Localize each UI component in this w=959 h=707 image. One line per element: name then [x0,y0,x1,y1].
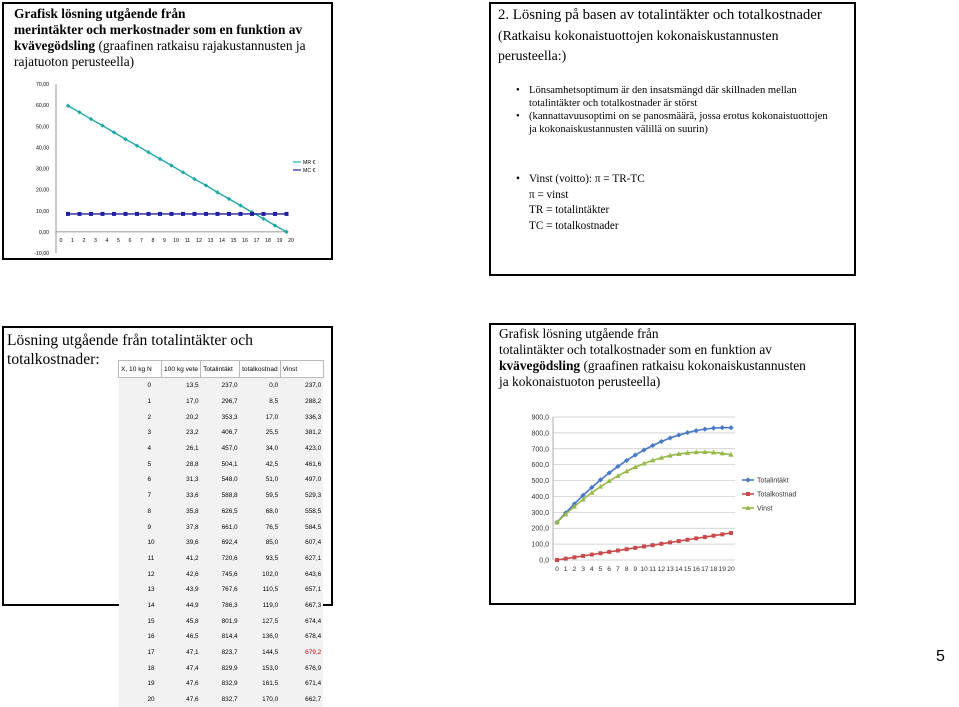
cell-profit: 558,5 [280,504,323,520]
table-row [119,582,324,598]
x-tick-label: 16 [692,566,700,573]
total-cost-point [572,555,576,559]
x-tick-label: 14 [219,238,225,244]
cell-yield: 26,1 [162,441,201,457]
slide3-title-line2: totalkostnader: [7,351,100,368]
table-row [119,504,324,520]
cell-total-revenue: 720,6 [201,551,240,567]
mc-point [112,212,116,216]
cell-profit: 678,4 [280,629,323,645]
cell-total-revenue: 692,4 [201,535,240,551]
total-revenue-point [728,425,733,430]
cell-x: 19 [119,676,162,692]
x-tick-label: 19 [719,566,727,573]
mc-point [170,212,174,216]
x-tick-label: 15 [684,566,692,573]
cell-total-cost: 110,5 [240,582,281,598]
legend-label: Totalintäkt [757,478,789,485]
y-tick-label: 800,0 [531,430,549,437]
x-tick-label: 1 [71,238,74,244]
cell-total-cost: 136,0 [240,629,281,645]
slide1-title-line3b: (graafinen ratkaisu rajakustannusten ja [95,38,305,53]
legend-label: Totalkostnad [757,492,796,499]
cell-x: 17 [119,645,162,661]
mc-point [285,212,289,216]
cell-profit: 288,2 [280,394,323,410]
mc-point [101,212,105,216]
x-tick-label: 9 [163,238,166,244]
cell-x: 20 [119,692,162,707]
x-tick-label: 17 [701,566,709,573]
total-cost-point [616,549,620,553]
cell-x: 10 [119,535,162,551]
cell-total-cost: 127,5 [240,613,281,629]
cell-x: 16 [119,629,162,645]
cell-total-revenue: 296,7 [201,394,240,410]
x-tick-label: 4 [590,566,594,573]
cell-total-cost: 59,5 [240,488,281,504]
mc-point [262,212,266,216]
mc-point [250,212,254,216]
x-tick-label: 12 [196,238,202,244]
legend-label: Vinst [757,506,772,513]
mc-point [193,212,197,216]
x-tick-label: 9 [633,566,637,573]
table-row [119,692,324,707]
x-tick-label: 6 [129,238,132,244]
cell-profit: 671,4 [280,676,323,692]
slide-marginal-chart [2,2,333,260]
cell-yield: 23,2 [162,425,201,441]
cell-total-revenue: 745,6 [201,566,240,582]
slide2-title-main: 2. Lösning på basen av totalintäkter och totalkostnader [498,7,822,23]
slide1-title-line2: merintäkter och merkostnader som en funktion av [14,22,302,37]
cell-profit: 497,0 [280,472,323,488]
slide-total-solution-text [489,2,856,276]
slide2-line-5: TR = totalintäkter [513,203,833,219]
x-tick-label: 1 [564,566,568,573]
cell-x: 6 [119,472,162,488]
slide2-bullet-2: • (kannattavuusoptimi on se panosmäärä, jossa erotus kokonaistuottojen ja kokonaiskustannusten välillä on suurin) [513,110,833,136]
table-row [119,566,324,582]
cell-yield: 42,6 [162,566,201,582]
cell-profit: 336,3 [280,409,323,425]
cell-profit: 627,1 [280,551,323,567]
y-tick-label: 600,0 [531,462,549,469]
total-cost-point [555,558,559,562]
total-cost-point [720,532,724,536]
cell-yield: 17,0 [162,394,201,410]
cell-yield: 47,6 [162,692,201,707]
mc-point [204,212,208,216]
total-cost-point [694,536,698,540]
cell-total-cost: 42,5 [240,456,281,472]
cell-yield: 33,6 [162,488,201,504]
x-tick-label: 2 [83,238,86,244]
cell-profit: 461,6 [280,456,323,472]
x-tick-label: 3 [94,238,97,244]
slide4-title-line3b: (graafinen ratkaisu kokonaiskustannusten [580,358,806,373]
total-cost-point [712,534,716,538]
total-cost-point [625,547,629,551]
cell-total-revenue: 832,7 [201,692,240,707]
cell-profit: 662,7 [280,692,323,707]
y-tick-label: 300,0 [531,510,549,517]
cell-yield: 46,5 [162,629,201,645]
cell-x: 18 [119,660,162,676]
cell-total-revenue: 504,1 [201,456,240,472]
cell-total-revenue: 588,8 [201,488,240,504]
x-tick-label: 13 [666,566,674,573]
cell-x: 14 [119,598,162,614]
slide4-title-line3a: kvävegödsling [499,358,580,373]
x-tick-label: 10 [173,238,179,244]
cell-total-cost: 161,5 [240,676,281,692]
legend-label: MR € [303,160,316,166]
x-tick-label: 11 [649,566,656,573]
cell-total-revenue: 767,6 [201,582,240,598]
total-revenue-point [685,430,690,435]
cell-yield: 37,8 [162,519,201,535]
cell-total-cost: 119,0 [240,598,281,614]
cell-x: 15 [119,613,162,629]
cell-total-cost: 76,5 [240,519,281,535]
x-tick-label: 3 [581,566,585,573]
total-revenue-point [659,439,664,444]
header-x: X, 10 kg N [119,361,162,378]
mc-point [135,212,139,216]
y-tick-label: 20,00 [36,188,49,194]
cell-profit: 381,2 [280,425,323,441]
cell-profit: 237,0 [280,378,323,394]
x-tick-label: 11 [185,238,190,244]
y-tick-label: 0,00 [39,230,49,236]
x-tick-label: 8 [625,566,629,573]
cell-total-revenue: 353,3 [201,409,240,425]
total-cost-point [607,550,611,554]
y-tick-label: 200,0 [531,526,549,533]
profit-table-body [119,378,324,707]
y-tick-label: 100,0 [531,542,549,549]
cell-yield: 47,4 [162,660,201,676]
mc-point [66,212,70,216]
slide1-title [14,6,334,70]
cell-total-cost: 170,0 [240,692,281,707]
cell-total-revenue: 406,7 [201,425,240,441]
total-cost-point [686,538,690,542]
cell-total-cost: 8,5 [240,394,281,410]
cell-x: 3 [119,425,162,441]
cell-x: 0 [119,378,162,394]
cell-profit: 584,5 [280,519,323,535]
cell-total-revenue: 814,4 [201,629,240,645]
y-tick-label: 60,00 [36,103,49,109]
cell-yield: 28,8 [162,456,201,472]
x-tick-label: 7 [140,238,143,244]
x-tick-label: 12 [658,566,666,573]
x-tick-label: 8 [152,238,155,244]
cell-profit: 676,9 [280,660,323,676]
slide2-bullet-3: • Vinst (voitto): π = TR-TC [513,172,833,188]
cell-x: 1 [119,394,162,410]
cell-yield: 47,1 [162,645,201,661]
table-row [119,551,324,567]
total-revenue-point [694,428,699,433]
mc-point [78,212,82,216]
slide2-subtitle: (Ratkaisu kokonaistuottojen kokonaiskustannusten perusteella:) [498,26,838,66]
legend-marker [746,492,750,496]
cell-total-revenue: 237,0 [201,378,240,394]
y-tick-label: 500,0 [531,478,549,485]
total-cost-point [599,551,603,555]
table-row [119,472,324,488]
y-tick-label: 50,00 [36,124,49,130]
cell-profit: 667,3 [280,598,323,614]
marginal-chart [4,74,335,269]
total-revenue-point [711,426,716,431]
series-line-total-revenue [557,428,731,523]
cell-yield: 41,2 [162,551,201,567]
y-tick-label: 400,0 [531,494,549,501]
cell-yield: 45,8 [162,613,201,629]
slide2-bullet-1: • Lönsamhetsoptimum är den insatsmängd där skillnaden mellan totalintäkter och totalkostnader är störst [513,84,833,110]
mc-point [158,212,162,216]
profit-table [118,360,324,707]
total-cost-point [642,544,646,548]
mc-point [124,212,128,216]
cell-x: 2 [119,409,162,425]
cell-total-revenue: 801,9 [201,613,240,629]
cell-yield: 35,8 [162,504,201,520]
total-cost-point [590,553,594,557]
x-tick-label: 20 [288,238,294,244]
cell-total-cost: 17,0 [240,409,281,425]
cell-yield: 44,9 [162,598,201,614]
x-tick-label: 19 [277,238,283,244]
mc-point [147,212,151,216]
table-row [119,488,324,504]
slide2-bullets [513,84,833,136]
mc-point [227,212,231,216]
total-revenue-point [668,435,673,440]
x-tick-label: 10 [640,566,648,573]
mc-point [216,212,220,216]
cell-yield: 20,2 [162,409,201,425]
header-total-revenue: Totalintäkt [201,361,240,378]
cell-yield: 47,6 [162,676,201,692]
cell-total-revenue: 832,9 [201,676,240,692]
x-tick-label: 16 [242,238,248,244]
y-tick-label: 900,0 [531,415,549,422]
slide2-line-4: π = vinst [513,188,833,204]
x-tick-label: 6 [607,566,611,573]
y-tick-label: 40,00 [36,145,49,151]
slide2-formula-block [513,172,833,234]
cell-total-revenue: 823,7 [201,645,240,661]
x-tick-label: 4 [106,238,109,244]
cell-total-cost: 68,0 [240,504,281,520]
slide-total-chart [489,323,856,605]
total-cost-point [659,542,663,546]
table-row [119,676,324,692]
table-row [119,645,324,661]
legend-label: MC € [303,168,316,174]
slide1-title-line3a: kvävegödsling [14,38,95,53]
cell-x: 9 [119,519,162,535]
cell-total-cost: 102,0 [240,566,281,582]
y-tick-label: 10,00 [36,209,49,215]
cell-total-cost: 144,5 [240,645,281,661]
cell-profit: 657,1 [280,582,323,598]
table-row [119,660,324,676]
cell-x: 4 [119,441,162,457]
cell-profit: 607,4 [280,535,323,551]
cell-total-cost: 153,0 [240,660,281,676]
x-tick-label: 14 [675,566,683,573]
cell-x: 13 [119,582,162,598]
x-tick-label: 18 [710,566,718,573]
cell-x: 11 [119,551,162,567]
page-number: 5 [936,648,945,666]
cell-x: 5 [119,456,162,472]
cell-yield: 39,6 [162,535,201,551]
cell-total-cost: 51,0 [240,472,281,488]
total-revenue-point [676,432,681,437]
slide1-title-line4: rajatuoton perusteella) [14,54,134,69]
cell-profit: 529,3 [280,488,323,504]
total-cost-point [581,554,585,558]
total-chart [491,407,858,607]
table-row [119,535,324,551]
table-row [119,425,324,441]
x-tick-label: 20 [727,566,735,573]
total-cost-point [703,535,707,539]
cell-total-cost: 25,5 [240,425,281,441]
x-tick-label: 5 [117,238,120,244]
cell-yield: 13,5 [162,378,201,394]
legend-marker [745,477,750,482]
y-tick-label: 0,0 [539,558,549,565]
mc-point [273,212,277,216]
x-tick-label: 2 [573,566,577,573]
cell-total-cost: 85,0 [240,535,281,551]
slide2-title [498,7,858,25]
x-tick-label: 15 [231,238,237,244]
cell-profit: 643,6 [280,566,323,582]
cell-x: 12 [119,566,162,582]
cell-total-cost: 34,0 [240,441,281,457]
slide2-line-6: TC = totalkostnader [513,219,833,235]
header-profit: Vinst [280,361,323,378]
cell-total-revenue: 786,3 [201,598,240,614]
total-cost-point [668,540,672,544]
slide4-title-line2: totalintäkter och totalkostnader som en funktion av [499,342,772,357]
cell-yield: 43,9 [162,582,201,598]
total-cost-point [651,543,655,547]
header-yield: 100 kg vete [162,361,201,378]
total-cost-point [729,531,733,535]
y-tick-label: 70,00 [36,82,49,88]
total-revenue-point [702,427,707,432]
total-cost-point [633,546,637,550]
mc-point [89,212,93,216]
profit-table-header [119,361,324,378]
cell-yield: 31,3 [162,472,201,488]
table-row [119,394,324,410]
table-row [119,409,324,425]
slide4-title [499,326,857,390]
x-tick-label: 7 [616,566,620,573]
table-row [119,629,324,645]
header-total-cost: totalkostnad [240,361,281,378]
cell-total-revenue: 457,0 [201,441,240,457]
y-tick-label: -10,00 [34,251,49,257]
total-revenue-point [720,425,725,430]
y-tick-label: 700,0 [531,446,549,453]
cell-x: 8 [119,504,162,520]
table-row [119,598,324,614]
x-tick-label: 0 [60,238,63,244]
x-tick-label: 18 [265,238,271,244]
slide3-title-line1: Lösning utgående från totalintäkter och [7,332,253,349]
total-cost-point [677,539,681,543]
cell-total-revenue: 548,0 [201,472,240,488]
x-tick-label: 13 [208,238,214,244]
slide-profit-table [2,326,333,606]
x-tick-label: 0 [555,566,559,573]
table-row [119,519,324,535]
cell-x: 7 [119,488,162,504]
mc-point [239,212,243,216]
slide4-title-line1: Grafisk lösning utgående från [499,326,659,341]
x-tick-label: 5 [599,566,603,573]
table-row [119,441,324,457]
cell-total-revenue: 829,9 [201,660,240,676]
y-tick-label: 30,00 [36,167,49,173]
total-cost-point [564,557,568,561]
cell-total-revenue: 661,0 [201,519,240,535]
cell-total-cost: 0,0 [240,378,281,394]
cell-profit: 674,4 [280,613,323,629]
cell-profit: 679,2 [280,645,323,661]
slide4-title-line4: ja kokonaistuoton perusteella) [499,374,660,389]
slide1-title-line1: Grafisk lösning utgående från [14,6,186,21]
table-row [119,613,324,629]
table-row [119,378,324,394]
cell-total-revenue: 626,5 [201,504,240,520]
mc-point [181,212,185,216]
cell-total-cost: 93,5 [240,551,281,567]
table-row [119,456,324,472]
cell-profit: 423,0 [280,441,323,457]
x-tick-label: 17 [254,238,260,244]
